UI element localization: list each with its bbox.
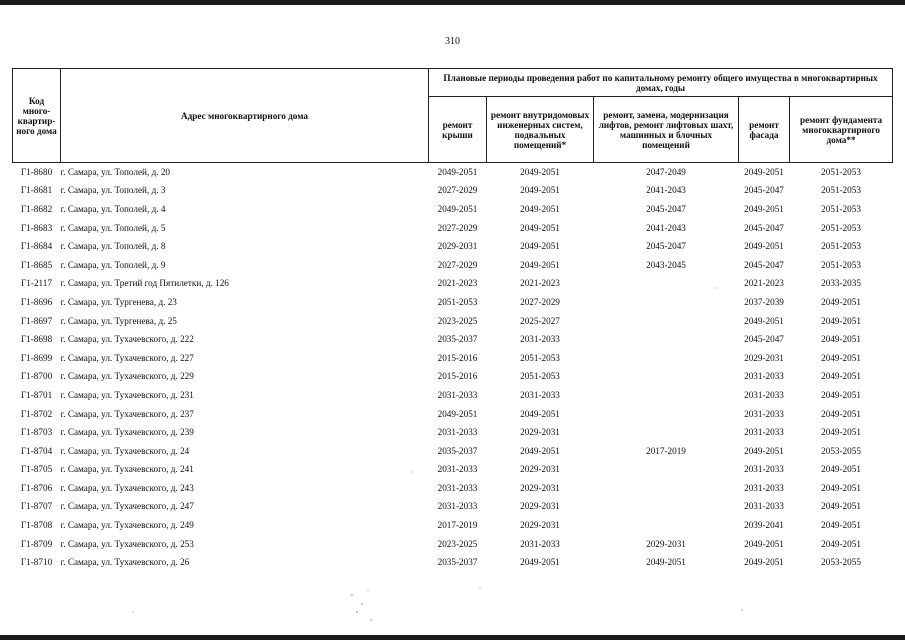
cell-code: Г1-2117	[21, 278, 52, 289]
table-row	[13, 479, 893, 498]
cell-address: г. Самара, ул. Тухачевского, д. 26	[60, 557, 190, 568]
repair-schedule-table	[12, 68, 893, 572]
cell-systems: 2025-2027	[520, 315, 560, 326]
cell-address: г. Самара, ул. Тухачевского, д. 249	[60, 520, 194, 531]
cell-systems: 2051-2053	[520, 352, 560, 363]
cell-code: Г1-8702	[20, 408, 53, 419]
cell-facade: 2045-2047	[744, 222, 784, 233]
cell-roof: 2023-2025	[437, 315, 478, 326]
cell-systems: 2029-2031	[520, 520, 560, 531]
cell-code: Г1-8704	[20, 445, 53, 456]
table-row	[13, 312, 893, 331]
cell-code: Г1-8699	[20, 352, 53, 363]
cell-address: г. Самара, ул. Тургенева, д. 25	[60, 315, 177, 326]
table-row	[13, 498, 893, 517]
cell-systems: 2029-2031	[520, 427, 560, 438]
cell-lifts: 2041-2043	[646, 222, 686, 233]
table-row	[13, 461, 893, 480]
cell-facade: 2031-2033	[744, 427, 784, 438]
table-row	[13, 516, 893, 535]
cell-systems: 2031-2033	[520, 334, 560, 345]
cell-address: г. Самара, ул. Тополей, д. 5	[60, 222, 166, 233]
table-row	[13, 423, 893, 442]
cell-facade: 2031-2033	[744, 501, 784, 512]
cell-facade: 2049-2051	[744, 315, 784, 326]
cell-systems: 2031-2033	[520, 538, 560, 549]
cell-systems: 2049-2051	[520, 185, 560, 196]
cell-roof: 2049-2051	[437, 408, 478, 419]
cell-foundation: 2053-2055	[821, 557, 861, 568]
cell-roof: 2027-2029	[437, 222, 478, 233]
cell-lifts: 2049-2051	[646, 557, 686, 568]
cell-facade: 2049-2051	[744, 203, 784, 214]
scan-bottom-edge	[0, 635, 905, 640]
cell-code: Г1-8680	[20, 166, 53, 177]
cell-foundation: 2051-2053	[821, 259, 861, 270]
cell-foundation: 2049-2051	[821, 315, 861, 326]
cell-roof: 2017-2019	[437, 520, 478, 531]
cell-systems: 2051-2053	[520, 371, 560, 382]
cell-roof: 2035-2037	[437, 445, 478, 456]
scan-top-edge	[0, 0, 905, 5]
header-code: Код много-квартир-ного дома	[13, 69, 61, 163]
cell-roof: 2031-2033	[437, 464, 478, 475]
cell-code: Г1-8684	[20, 241, 53, 252]
cell-foundation: 2051-2053	[821, 222, 861, 233]
table-row	[13, 293, 893, 312]
cell-systems: 2049-2051	[520, 241, 560, 252]
cell-systems: 2049-2051	[520, 408, 560, 419]
cell-lifts	[594, 312, 739, 331]
cell-systems: 2021-2023	[520, 278, 560, 289]
table-row	[13, 368, 893, 387]
header-roof: ремонт крыши	[429, 97, 487, 163]
cell-code: Г1-8685	[20, 259, 53, 270]
cell-systems: 2049-2051	[520, 222, 560, 233]
table-row	[13, 349, 893, 368]
cell-lifts: 2029-2031	[646, 538, 686, 549]
cell-facade: 2045-2047	[744, 259, 784, 270]
cell-foundation: 2049-2051	[821, 334, 861, 345]
cell-roof: 2051-2053	[437, 296, 478, 307]
table-row	[13, 219, 893, 238]
cell-lifts: 2047-2049	[646, 166, 686, 177]
cell-foundation: 2053-2055	[821, 445, 861, 456]
cell-foundation: 2049-2051	[821, 464, 861, 475]
cell-roof: 2015-2016	[437, 352, 478, 363]
table-row	[13, 163, 893, 182]
cell-roof: 2049-2051	[437, 166, 478, 177]
cell-address: г. Самара, ул. Тополей, д. 9	[60, 259, 166, 270]
cell-lifts	[594, 423, 739, 442]
table-row	[13, 535, 893, 554]
cell-roof: 2049-2051	[437, 203, 478, 214]
cell-address: г. Самара, ул. Тухачевского, д. 222	[60, 334, 194, 345]
cell-code: Г1-8682	[20, 203, 53, 214]
cell-address: г. Самара, ул. Тухачевского, д. 239	[60, 427, 194, 438]
cell-lifts: 2017-2019	[646, 445, 686, 456]
header-foundation: ремонт фундамента многоквартирного дома**	[790, 97, 893, 163]
cell-facade: 2031-2033	[744, 464, 784, 475]
cell-address: г. Самара, ул. Тухачевского, д. 229	[60, 371, 194, 382]
cell-lifts	[594, 516, 739, 535]
cell-foundation: 2049-2051	[821, 482, 861, 493]
cell-code: Г1-8697	[20, 315, 53, 326]
cell-code: Г1-8681	[20, 185, 53, 196]
cell-address: г. Самара, ул. Тухачевского, д. 241	[60, 464, 194, 475]
cell-facade: 2045-2047	[744, 334, 784, 345]
cell-roof: 2015-2016	[437, 371, 478, 382]
cell-address: г. Самара, ул. Тургенева, д. 23	[60, 296, 177, 307]
cell-foundation: 2049-2051	[821, 389, 861, 400]
cell-foundation: 2049-2051	[821, 427, 861, 438]
cell-facade: 2049-2051	[744, 538, 784, 549]
cell-facade: 2031-2033	[744, 482, 784, 493]
cell-foundation: 2051-2053	[821, 203, 861, 214]
cell-foundation: 2049-2051	[821, 296, 861, 307]
cell-lifts	[594, 461, 739, 480]
table-row	[13, 200, 893, 219]
cell-facade: 2039-2041	[744, 520, 784, 531]
cell-roof: 2027-2029	[437, 259, 478, 270]
cell-lifts	[594, 349, 739, 368]
table-row	[13, 330, 893, 349]
cell-systems: 2049-2051	[520, 166, 560, 177]
cell-systems: 2029-2031	[520, 464, 560, 475]
cell-address: г. Самара, ул. Тополей, д. 3	[60, 185, 166, 196]
cell-facade: 2031-2033	[744, 408, 784, 419]
cell-code: Г1-8700	[20, 371, 53, 382]
header-address: Адрес многоквартирного дома	[61, 69, 429, 163]
cell-lifts	[594, 368, 739, 387]
cell-address: г. Самара, ул. Тухачевского, д. 227	[60, 352, 194, 363]
cell-roof: 2031-2033	[437, 501, 478, 512]
cell-foundation: 2049-2051	[821, 538, 861, 549]
cell-code: Г1-8705	[20, 464, 53, 475]
cell-roof: 2027-2029	[437, 185, 478, 196]
cell-roof: 2023-2025	[437, 538, 478, 549]
cell-foundation: 2033-2035	[821, 278, 861, 289]
cell-code: Г1-8706	[20, 482, 53, 493]
cell-systems: 2049-2051	[520, 203, 560, 214]
cell-code: Г1-8710	[20, 557, 53, 568]
table-row	[13, 256, 893, 275]
cell-lifts	[594, 386, 739, 405]
cell-foundation: 2049-2051	[821, 520, 861, 531]
cell-code: Г1-8696	[20, 296, 53, 307]
cell-address: г. Самара, ул. Тополей, д. 8	[60, 241, 166, 252]
cell-code: Г1-8698	[20, 334, 53, 345]
cell-foundation: 2051-2053	[821, 166, 861, 177]
cell-facade: 2021-2023	[744, 278, 784, 289]
cell-systems: 2029-2031	[520, 482, 560, 493]
page-number: 310	[445, 36, 460, 47]
cell-lifts: 2041-2043	[646, 185, 686, 196]
cell-facade: 2049-2051	[744, 557, 784, 568]
cell-facade: 2049-2051	[744, 166, 784, 177]
cell-lifts	[594, 405, 739, 424]
table-header	[13, 69, 893, 163]
table-row	[13, 386, 893, 405]
cell-address: г. Самара, ул. Тухачевского, д. 231	[60, 389, 194, 400]
cell-roof: 2031-2033	[437, 427, 478, 438]
cell-facade: 2037-2039	[744, 296, 784, 307]
cell-foundation: 2049-2051	[821, 371, 861, 382]
cell-systems: 2049-2051	[520, 445, 560, 456]
cell-code: Г1-8708	[20, 520, 53, 531]
cell-facade: 2031-2033	[744, 389, 784, 400]
cell-code: Г1-8703	[20, 427, 53, 438]
header-lifts: ремонт, замена, модернизация лифтов, ремонт лифтовых шахт, машинных и блочных помещений	[594, 97, 739, 163]
table-row	[13, 237, 893, 256]
cell-address: г. Самара, ул. Тухачевского, д. 24	[60, 445, 190, 456]
table-body	[13, 163, 893, 573]
header-facade: ремонт фасада	[739, 97, 790, 163]
cell-roof: 2021-2023	[437, 278, 478, 289]
cell-facade: 2029-2031	[744, 352, 784, 363]
table-row	[13, 405, 893, 424]
cell-foundation: 2049-2051	[821, 352, 861, 363]
cell-foundation: 2049-2051	[821, 501, 861, 512]
cell-address: г. Самара, ул. Тополей, д. 4	[60, 203, 166, 214]
cell-foundation: 2051-2053	[821, 241, 861, 252]
cell-roof: 2035-2037	[437, 557, 478, 568]
cell-facade: 2031-2033	[744, 371, 784, 382]
cell-systems: 2049-2051	[520, 557, 560, 568]
cell-facade: 2049-2051	[744, 241, 784, 252]
table-row	[13, 442, 893, 461]
cell-code: Г1-8707	[20, 501, 53, 512]
table-row	[13, 182, 893, 201]
cell-roof: 2031-2033	[437, 482, 478, 493]
cell-foundation: 2051-2053	[821, 185, 861, 196]
table-row	[13, 553, 893, 572]
cell-foundation: 2049-2051	[821, 408, 861, 419]
table-row	[13, 275, 893, 294]
cell-address: г. Самара, ул. Третий год Пятилетки, д. 126	[60, 278, 229, 289]
cell-roof: 2035-2037	[437, 334, 478, 345]
cell-facade: 2045-2047	[744, 185, 784, 196]
cell-address: г. Самара, ул. Тухачевского, д. 237	[60, 408, 194, 419]
cell-roof: 2031-2033	[437, 389, 478, 400]
cell-facade: 2049-2051	[744, 445, 784, 456]
cell-address: г. Самара, ул. Тухачевского, д. 247	[60, 501, 194, 512]
cell-address: г. Самара, ул. Тополей, д. 20	[60, 166, 171, 177]
cell-address: г. Самара, ул. Тухачевского, д. 243	[60, 482, 194, 493]
cell-code: Г1-8683	[20, 222, 53, 233]
cell-lifts: 2045-2047	[646, 241, 686, 252]
cell-lifts	[594, 498, 739, 517]
cell-systems: 2027-2029	[520, 296, 560, 307]
cell-lifts	[594, 275, 739, 294]
cell-address: г. Самара, ул. Тухачевского, д. 253	[60, 538, 194, 549]
cell-lifts	[594, 479, 739, 498]
cell-lifts: 2045-2047	[646, 203, 686, 214]
cell-code: Г1-8709	[20, 538, 53, 549]
cell-systems: 2031-2033	[520, 389, 560, 400]
header-periods-group: Плановые периоды проведения работ по капитальному ремонту общего имущества в многоквартирных домах, годы	[429, 69, 893, 97]
header-systems: ремонт внутридомовых инженерных систем, подвальных помещений*	[487, 97, 594, 163]
cell-lifts	[594, 293, 739, 312]
cell-lifts: 2043-2045	[646, 259, 686, 270]
cell-systems: 2029-2031	[520, 501, 560, 512]
cell-systems: 2049-2051	[520, 259, 560, 270]
cell-roof: 2029-2031	[437, 241, 478, 252]
cell-code: Г1-8701	[20, 389, 53, 400]
cell-lifts	[594, 330, 739, 349]
